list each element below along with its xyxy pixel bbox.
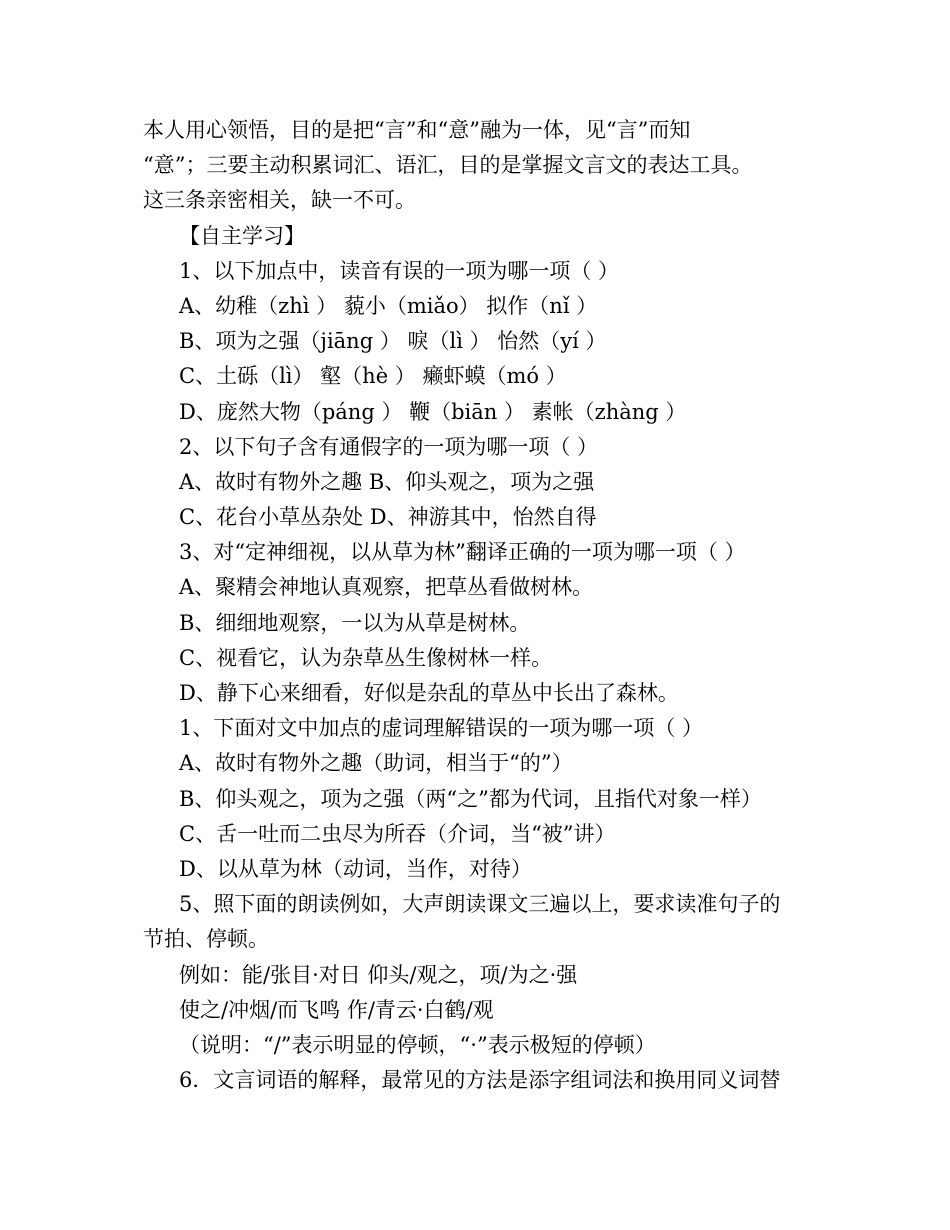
- reading-note: （说明：“/”表示明显的停顿，“·”表示极短的停顿）: [179, 1032, 656, 1057]
- question-3-option-b: B、细细地观察，一以为从草是树林。: [179, 610, 531, 635]
- text-line: “意”；三要主动积累词汇、语汇，目的是掌握文言文的表达工具。: [143, 153, 753, 178]
- question-4-option-c: C、舌一吐而二虫尽为所吞（介词，当“被”讲）: [179, 821, 616, 846]
- question-2-options-ab: A、故时有物外之趣 B、仰头观之，项为之强: [179, 469, 595, 494]
- question-3: 3、对“定神细视，以从草为林”翻译正确的一项为哪一项（ ）: [179, 540, 746, 565]
- question-2-options-cd: C、花台小草丛杂处 D、神游其中，怡然自得: [179, 505, 597, 530]
- question-6: 6．文言词语的解释，最常见的方法是添字组词法和换用同义词替: [179, 1068, 781, 1093]
- question-3-option-c: C、视看它，认为杂草丛生像树林一样。: [179, 645, 553, 670]
- question-3-option-a: A、聚精会神地认真观察，把草丛看做树林。: [179, 575, 594, 600]
- question-1-option-c: C、土砾（lì） 壑（hè ） 癞虾蟆（mó ）: [179, 364, 567, 389]
- question-4: 1、下面对文中加点的虚词理解错误的一项为哪一项（ ）: [179, 716, 704, 741]
- question-1-option-a: A、幼稚（zhì ） 藐小（miǎo） 拟作（nǐ ）: [179, 293, 598, 318]
- question-1: 1、以下加点中，读音有误的一项为哪一项（ ）: [179, 258, 620, 283]
- question-5-continued: 节拍、停顿。: [143, 927, 269, 952]
- question-3-option-d: D、静下心来细看，好似是杂乱的草丛中长出了森林。: [179, 681, 679, 705]
- question-2: 2、以下句子含有通假字的一项为哪一项（ ）: [179, 434, 599, 459]
- text-line: 本人用心领悟，目的是把“言”和“意”融为一体，见“言”而知: [143, 118, 691, 142]
- question-4-option-d: D、以从草为林（动词，当作，对待）: [179, 856, 532, 881]
- reading-example-1: 例如：能/张目·对日 仰头/观之，项/为之·强: [179, 962, 578, 987]
- question-1-option-d: D、庞然大物（páng ） 鞭（biān ） 素帐（zhàng ）: [179, 399, 687, 424]
- question-1-option-b: B、项为之强（jiāng ） 唳（lì ） 怡然（yí ）: [179, 329, 607, 354]
- reading-example-2: 使之/冲烟/而飞鸣 作/青云·白鹤/观: [179, 997, 494, 1022]
- question-4-option-b: B、仰头观之，项为之强（两“之”都为代词，且指代对象一样）: [179, 786, 762, 811]
- document-body: [143, 113, 823, 1098]
- section-heading: 【自主学习】: [179, 223, 305, 248]
- text-line: 这三条亲密相关，缺一不可。: [143, 188, 416, 213]
- question-5: 5、照下面的朗读例如，大声朗读课文三遍以上，要求读准句子的: [179, 892, 781, 917]
- question-4-option-a: A、故时有物外之趣（助词，相当于“的”）: [179, 751, 573, 776]
